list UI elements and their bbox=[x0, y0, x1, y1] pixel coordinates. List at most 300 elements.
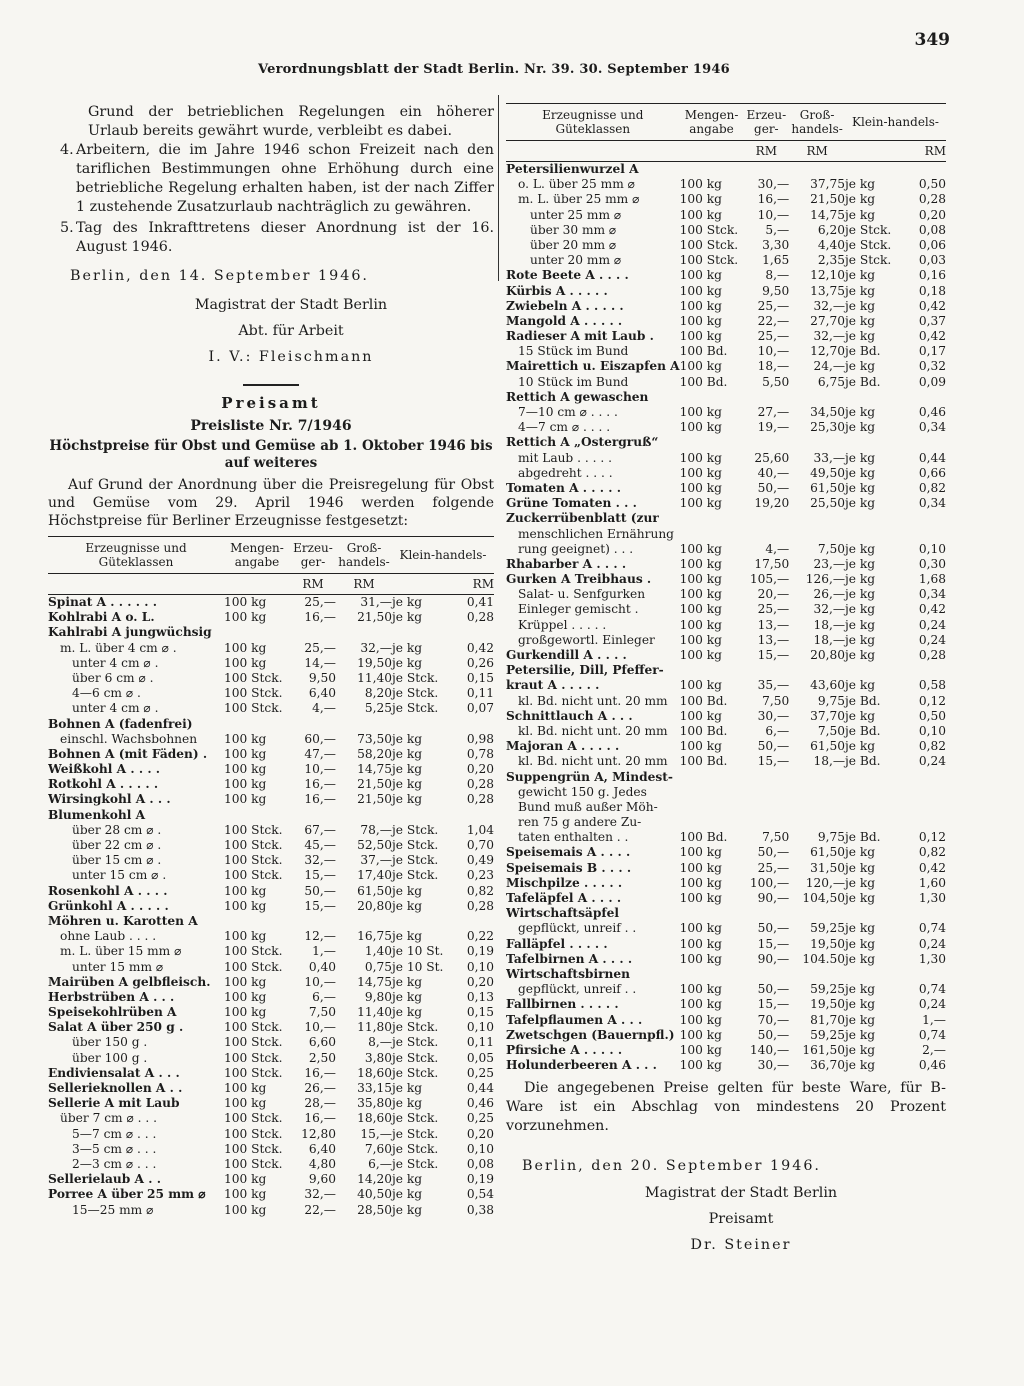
retail-price: 0,24 bbox=[918, 997, 946, 1012]
col-header-wholesale: Groß-handels- bbox=[789, 104, 845, 141]
table-row bbox=[48, 914, 494, 929]
producer-price: 12,80 bbox=[301, 1126, 336, 1141]
quantity bbox=[680, 785, 744, 800]
product-name: Majoran A . . . . . bbox=[506, 739, 620, 754]
product-name: m. L. über 25 mm ⌀ bbox=[518, 192, 640, 207]
product-name: Wirtschaftsbirnen bbox=[506, 966, 630, 981]
table-row bbox=[48, 686, 494, 701]
producer-price: 15,— bbox=[757, 648, 790, 662]
wholesale-price: 61,50 bbox=[810, 480, 846, 495]
retail-unit: je kg bbox=[845, 192, 876, 207]
retail-unit: je kg bbox=[845, 632, 876, 647]
wholesale-price: 9,75 bbox=[817, 693, 846, 708]
product-name: Mairüben A gelbfleisch. bbox=[48, 974, 211, 989]
table-row bbox=[48, 747, 494, 762]
product-name: unter 15 cm ⌀ . bbox=[72, 868, 167, 883]
page-header bbox=[0, 30, 1024, 82]
retail-price: 0,58 bbox=[918, 678, 946, 693]
product-name: Möhren u. Karotten A bbox=[48, 913, 198, 928]
table-row bbox=[48, 792, 494, 807]
quantity bbox=[680, 390, 744, 405]
retail-price bbox=[454, 808, 494, 823]
table-row bbox=[48, 777, 494, 792]
retail-price bbox=[906, 785, 946, 800]
retail-unit: je Bd. bbox=[845, 374, 881, 389]
product-name: Tafelpflaumen A . . . bbox=[506, 1012, 643, 1027]
table-row bbox=[506, 435, 946, 450]
signature-name: I. V.: Fleischmann bbox=[208, 349, 374, 365]
quantity: 100 kg bbox=[679, 313, 722, 328]
wholesale-price: 59,25 bbox=[810, 1027, 846, 1042]
retail-price: 0,46 bbox=[918, 405, 946, 419]
quantity: 100 kg bbox=[224, 610, 267, 625]
table-row bbox=[506, 785, 946, 800]
producer-price: 25,60 bbox=[754, 450, 790, 465]
producer-price bbox=[743, 435, 789, 450]
retail-price: 0,82 bbox=[466, 883, 494, 898]
quantity: 100 Stck. bbox=[224, 686, 283, 701]
retail-unit: je kg bbox=[392, 792, 423, 807]
retail-price bbox=[454, 625, 494, 640]
retail-unit: je kg bbox=[845, 496, 876, 511]
retail-unit bbox=[845, 162, 906, 178]
wholesale-price: 35,80 bbox=[357, 1096, 392, 1111]
table-row bbox=[48, 671, 494, 686]
product-name: Weißkohl A . . . . bbox=[48, 762, 161, 777]
retail-unit: je kg bbox=[845, 1042, 876, 1057]
product-name: Einleger gemischt . bbox=[518, 602, 639, 617]
producer-price: 6,— bbox=[765, 723, 790, 738]
producer-price: 1,— bbox=[312, 944, 336, 959]
wholesale-price: 0,75 bbox=[364, 959, 392, 974]
retail-unit: je kg bbox=[845, 951, 876, 966]
table-row bbox=[48, 641, 494, 656]
producer-price bbox=[290, 717, 336, 732]
retail-unit: je Stck. bbox=[392, 701, 439, 716]
product-name: großgewortl. Einleger bbox=[518, 632, 655, 647]
retail-unit: je Stck. bbox=[392, 868, 439, 883]
quantity bbox=[680, 663, 744, 678]
retail-unit: je kg bbox=[845, 329, 876, 344]
wholesale-price: 20,80 bbox=[357, 898, 392, 913]
product-name: menschlichen Ernährung bbox=[518, 526, 674, 541]
producer-price: 15,— bbox=[304, 868, 336, 883]
retail-price: 0,49 bbox=[466, 853, 494, 868]
quantity bbox=[224, 625, 290, 640]
table-row bbox=[506, 678, 946, 693]
retail-price: 0,16 bbox=[918, 268, 946, 283]
wholesale-price: 33,— bbox=[813, 450, 846, 465]
product-name: Tomaten A . . . . . bbox=[506, 480, 621, 495]
producer-price: 14,— bbox=[304, 655, 336, 670]
table-row bbox=[48, 762, 494, 777]
producer-price: 70,— bbox=[757, 1012, 790, 1027]
retail-unit: je Stck. bbox=[392, 1156, 439, 1171]
product-name: Krüppel . . . . . bbox=[518, 617, 607, 632]
table-row bbox=[48, 595, 494, 611]
quantity: 100 kg bbox=[679, 465, 722, 480]
retail-price: 0,05 bbox=[466, 1050, 494, 1065]
list-item bbox=[48, 219, 494, 257]
table-row bbox=[506, 375, 946, 390]
producer-price: 25,— bbox=[757, 329, 790, 344]
item-number: 4. bbox=[60, 142, 74, 158]
product-name: 7—10 cm ⌀ . . . . bbox=[518, 405, 618, 419]
producer-price: 50,— bbox=[757, 921, 790, 936]
retail-unit: je kg bbox=[845, 1027, 876, 1042]
quantity: 100 kg bbox=[679, 587, 722, 602]
table-row bbox=[506, 314, 946, 329]
price-table-left bbox=[48, 536, 494, 1218]
quantity: 100 kg bbox=[224, 655, 267, 670]
retail-price bbox=[906, 770, 946, 785]
product-name: unter 25 mm ⌀ bbox=[530, 207, 622, 222]
quantity: 100 kg bbox=[679, 177, 722, 192]
price-list-subtitle: Höchstpreise für Obst und Gemüse ab 1. Oktober 1946 bis auf weiteres bbox=[49, 438, 493, 471]
table-row bbox=[48, 853, 494, 868]
retail-price: 0,12 bbox=[918, 830, 946, 845]
col-header-product: Erzeugnisse und Güteklassen bbox=[506, 104, 680, 141]
quantity: 100 kg bbox=[224, 792, 267, 807]
producer-price: 50,— bbox=[757, 982, 790, 997]
producer-price bbox=[743, 815, 789, 830]
quantity bbox=[680, 800, 744, 815]
retail-unit bbox=[845, 663, 906, 678]
quantity: 100 kg bbox=[679, 617, 722, 632]
wholesale-price bbox=[789, 390, 845, 405]
quantity: 100 kg bbox=[224, 731, 267, 746]
wholesale-price bbox=[789, 527, 845, 542]
product-name: Kahlrabi A jungwüchsig bbox=[48, 625, 212, 640]
wholesale-price: 19,50 bbox=[810, 997, 846, 1012]
quantity bbox=[680, 162, 744, 178]
quantity: 100 Stck. bbox=[224, 1050, 283, 1065]
retail-unit bbox=[845, 527, 906, 542]
retail-unit: je kg bbox=[845, 556, 876, 571]
table-row bbox=[506, 405, 946, 420]
producer-price: 100,— bbox=[749, 875, 790, 890]
quantity: 100 kg bbox=[679, 480, 722, 495]
wholesale-price bbox=[336, 717, 392, 732]
wholesale-price: 26,— bbox=[813, 587, 846, 602]
left-column bbox=[48, 103, 494, 1218]
quantity: 100 kg bbox=[224, 762, 267, 777]
product-name: 15 Stück im Bund bbox=[518, 344, 629, 359]
product-name: Grüne Tomaten . . . bbox=[506, 496, 637, 511]
producer-price: 16,— bbox=[304, 610, 336, 625]
date-line: Berlin, den 14. September 1946. bbox=[70, 268, 369, 284]
retail-unit: je kg bbox=[392, 1202, 423, 1217]
table-row bbox=[506, 253, 946, 268]
retail-price: 0,98 bbox=[466, 731, 494, 746]
product-name: über 7 cm ⌀ . . . bbox=[60, 1111, 158, 1126]
retail-unit: je Stck. bbox=[392, 1020, 439, 1035]
quantity: 100 kg bbox=[224, 989, 267, 1004]
retail-price: 0,25 bbox=[466, 1065, 494, 1080]
wholesale-price: 32,— bbox=[813, 602, 846, 617]
quantity: 100 Bd. bbox=[679, 723, 728, 738]
table-row bbox=[506, 724, 946, 739]
product-name: über 22 cm ⌀ . bbox=[72, 838, 162, 852]
retail-price: 0,28 bbox=[918, 192, 946, 207]
producer-price: 50,— bbox=[304, 883, 336, 898]
retail-unit: je kg bbox=[845, 875, 876, 890]
wholesale-price: 73,50 bbox=[357, 731, 392, 746]
producer-price: 67,— bbox=[304, 822, 336, 837]
quantity: 100 Stck. bbox=[224, 1111, 283, 1126]
table-row bbox=[506, 481, 946, 496]
col-header-producer: Erzeu-ger- bbox=[743, 104, 789, 141]
retail-unit: je kg bbox=[845, 298, 876, 313]
table-row bbox=[48, 975, 494, 990]
product-name: unter 20 mm ⌀ bbox=[530, 253, 622, 268]
column-divider bbox=[498, 95, 499, 281]
wholesale-price: 61,50 bbox=[810, 845, 846, 860]
item-number: 5. bbox=[60, 220, 74, 236]
retail-unit: je kg bbox=[845, 739, 876, 754]
producer-price: 25,— bbox=[304, 640, 336, 655]
wholesale-price bbox=[789, 906, 845, 921]
table-row bbox=[506, 921, 946, 936]
wholesale-price: 23,— bbox=[813, 556, 846, 571]
product-name: Tafeläpfel A . . . . bbox=[506, 891, 622, 905]
retail-unit: je Stck. bbox=[845, 222, 892, 237]
retail-price: 0,17 bbox=[918, 344, 946, 359]
retail-price: 0,50 bbox=[918, 708, 946, 723]
retail-unit bbox=[392, 625, 454, 640]
quantity: 100 Stck. bbox=[224, 838, 283, 852]
quantity: 100 Stck. bbox=[224, 853, 283, 868]
retail-unit: je Bd. bbox=[845, 693, 881, 708]
producer-price bbox=[743, 967, 789, 982]
wholesale-price: 12,10 bbox=[810, 268, 846, 283]
retail-price: 0,20 bbox=[918, 207, 946, 222]
producer-price: 4,80 bbox=[308, 1156, 336, 1171]
producer-price: 45,— bbox=[304, 838, 336, 852]
quantity: 100 Bd. bbox=[679, 344, 728, 359]
retail-unit: je Stck. bbox=[845, 237, 892, 252]
col-header-retail: Klein-handels- bbox=[845, 104, 946, 141]
product-name: gepflückt, unreif . . bbox=[518, 921, 637, 936]
producer-price: 16,— bbox=[304, 777, 336, 792]
retail-price: 1,30 bbox=[918, 951, 946, 966]
product-name: Falläpfel . . . . . bbox=[506, 936, 608, 951]
retail-price: 0,15 bbox=[466, 1005, 494, 1020]
product-name: Speisekohlrüben A bbox=[48, 1005, 177, 1020]
table-row bbox=[506, 815, 946, 830]
wholesale-price: 31,50 bbox=[810, 860, 846, 875]
retail-unit: je kg bbox=[392, 1187, 423, 1202]
quantity bbox=[680, 967, 744, 982]
quantity: 100 kg bbox=[679, 951, 722, 966]
quantity: 100 kg bbox=[224, 883, 267, 898]
producer-price: 10,— bbox=[304, 762, 336, 777]
table-row bbox=[48, 1142, 494, 1157]
wholesale-price: 59,25 bbox=[810, 921, 846, 936]
table-row bbox=[48, 868, 494, 883]
quantity: 100 Stck. bbox=[224, 1065, 283, 1080]
retail-unit: je kg bbox=[845, 891, 876, 905]
wholesale-price: 1,40 bbox=[364, 944, 392, 959]
retail-price: 0,38 bbox=[466, 1202, 494, 1217]
currency-label: RM bbox=[290, 574, 336, 595]
retail-unit: je Stck. bbox=[392, 822, 439, 837]
price-list-title: Preisliste Nr. 7/1946 bbox=[190, 418, 352, 434]
quantity: 100 Stck. bbox=[224, 1141, 283, 1156]
quantity: 100 kg bbox=[679, 891, 722, 905]
retail-unit: je kg bbox=[845, 648, 876, 662]
table-row bbox=[48, 1035, 494, 1050]
wholesale-price: 6,20 bbox=[817, 222, 846, 237]
product-name: über 15 cm ⌀ . bbox=[72, 853, 162, 868]
quantity: 100 kg bbox=[679, 405, 722, 419]
wholesale-price: 11,40 bbox=[357, 1005, 392, 1020]
table-row bbox=[506, 496, 946, 511]
retail-price: 0,24 bbox=[918, 754, 946, 769]
retail-price: 0,28 bbox=[466, 792, 494, 807]
item-text: Tag des Inkrafttretens dieser Anordnung ist der 16. August 1946. bbox=[76, 220, 494, 255]
retail-price: 0,12 bbox=[918, 693, 946, 708]
producer-price: 32,— bbox=[304, 1187, 336, 1202]
producer-price: 22,— bbox=[757, 313, 790, 328]
retail-price: 0,74 bbox=[918, 921, 946, 936]
table-row bbox=[48, 884, 494, 899]
retail-unit: je Stck. bbox=[392, 853, 439, 868]
retail-price: 0,10 bbox=[466, 959, 494, 974]
producer-price: 6,40 bbox=[308, 686, 336, 701]
producer-price bbox=[743, 663, 789, 678]
retail-unit bbox=[392, 914, 454, 929]
quantity: 100 Stck. bbox=[679, 222, 739, 237]
retail-unit: je kg bbox=[392, 1172, 423, 1187]
product-name: rung geeignet) . . . bbox=[518, 541, 634, 556]
retail-unit: je kg bbox=[845, 678, 876, 693]
product-name: unter 15 mm ⌀ bbox=[72, 959, 164, 974]
retail-price: 0,32 bbox=[918, 359, 946, 374]
product-name: Zwiebeln A . . . . . bbox=[506, 298, 624, 313]
wholesale-price: 104.50 bbox=[802, 951, 846, 966]
producer-price: 17,50 bbox=[754, 556, 790, 571]
currency-label: RM bbox=[906, 141, 946, 162]
wholesale-price bbox=[789, 785, 845, 800]
table-row bbox=[48, 1051, 494, 1066]
table-row bbox=[506, 344, 946, 359]
retail-price bbox=[906, 390, 946, 405]
quantity: 100 Stck. bbox=[224, 701, 283, 716]
quantity: 100 kg bbox=[224, 1005, 267, 1020]
product-name: Salat A über 250 g . bbox=[48, 1020, 184, 1035]
quantity: 100 kg bbox=[679, 556, 722, 571]
product-name: Bohnen A (fadenfrei) bbox=[48, 716, 193, 731]
signature-authority: Magistrat der Stadt Berlin bbox=[644, 1184, 838, 1201]
table-row bbox=[48, 1172, 494, 1187]
producer-price: 5,50 bbox=[762, 374, 790, 389]
retail-unit: je kg bbox=[845, 420, 876, 435]
retail-unit: je Stck. bbox=[392, 1065, 439, 1080]
product-name: Petersilienwurzel A bbox=[506, 162, 639, 176]
retail-unit bbox=[845, 800, 906, 815]
retail-unit: je kg bbox=[392, 1081, 423, 1095]
retail-unit: je kg bbox=[845, 860, 876, 875]
producer-price: 22,— bbox=[304, 1202, 336, 1217]
product-name: abgedreht . . . . bbox=[518, 465, 613, 480]
quantity: 100 kg bbox=[679, 982, 722, 997]
signature-department: Abt. für Arbeit bbox=[238, 323, 344, 339]
retail-price: 0,26 bbox=[466, 655, 494, 670]
product-name: Porree A über 25 mm ⌀ bbox=[48, 1187, 206, 1202]
table-row bbox=[506, 982, 946, 997]
col-header-quantity: Mengen-angabe bbox=[224, 537, 290, 574]
wholesale-price: 40,50 bbox=[357, 1187, 392, 1202]
producer-price: 50,— bbox=[757, 480, 790, 495]
product-name: m. L. über 15 mm ⌀ bbox=[60, 944, 182, 959]
wholesale-price: 37,— bbox=[360, 853, 392, 868]
retail-price: 1,30 bbox=[918, 891, 946, 905]
product-name: Petersilie, Dill, Pfeffer- bbox=[506, 663, 664, 678]
quantity: 100 kg bbox=[224, 929, 267, 944]
wholesale-price: 25,50 bbox=[810, 496, 846, 511]
retail-unit: je kg bbox=[392, 762, 423, 777]
retail-price: 0,11 bbox=[466, 686, 494, 701]
product-name: über 20 mm ⌀ bbox=[530, 237, 617, 252]
retail-price bbox=[906, 815, 946, 830]
retail-price: 0,19 bbox=[466, 1172, 494, 1187]
producer-price bbox=[743, 800, 789, 815]
table-row bbox=[48, 625, 494, 640]
producer-price: 90,— bbox=[757, 891, 790, 905]
wholesale-price: 21,50 bbox=[357, 777, 392, 792]
wholesale-price: 24,— bbox=[813, 359, 846, 374]
producer-price: 4,— bbox=[765, 541, 790, 556]
date-line: Berlin, den 20. September 1946. bbox=[522, 1157, 821, 1174]
producer-price: 15,— bbox=[757, 754, 790, 769]
table-row bbox=[48, 1081, 494, 1096]
retail-price: 0,42 bbox=[918, 602, 946, 617]
quantity: 100 Stck. bbox=[224, 868, 283, 883]
wholesale-price: 13,75 bbox=[810, 283, 846, 298]
retail-unit: je 10 St. bbox=[392, 944, 444, 959]
wholesale-price: 8,20 bbox=[364, 686, 392, 701]
wholesale-price: 21,50 bbox=[357, 792, 392, 807]
producer-price: 25,— bbox=[757, 298, 790, 313]
quantity: 100 Bd. bbox=[679, 374, 728, 389]
product-name: 4—6 cm ⌀ . bbox=[72, 686, 141, 701]
col-header-producer: Erzeu-ger- bbox=[290, 537, 336, 574]
retail-unit bbox=[845, 815, 906, 830]
quantity: 100 kg bbox=[224, 1081, 267, 1095]
wholesale-price bbox=[789, 967, 845, 982]
wholesale-price: 37,75 bbox=[810, 177, 846, 192]
quantity: 100 kg bbox=[679, 572, 722, 587]
producer-price: 40,— bbox=[757, 465, 790, 480]
retail-price: 0,34 bbox=[918, 587, 946, 602]
table-row bbox=[506, 557, 946, 572]
retail-price: 0,82 bbox=[918, 739, 946, 754]
retail-price: 0,24 bbox=[918, 936, 946, 951]
retail-unit: je kg bbox=[845, 936, 876, 951]
table-row bbox=[506, 739, 946, 754]
table-row bbox=[48, 1096, 494, 1111]
table-row bbox=[48, 990, 494, 1005]
table-row bbox=[506, 633, 946, 648]
table-row bbox=[506, 329, 946, 344]
retail-unit: je kg bbox=[845, 617, 876, 632]
wholesale-price bbox=[789, 770, 845, 785]
retail-price: 0,46 bbox=[918, 1058, 946, 1073]
retail-price: 1,60 bbox=[918, 875, 946, 890]
retail-price: 0,46 bbox=[466, 1096, 494, 1111]
retail-price: 1,68 bbox=[918, 572, 946, 587]
